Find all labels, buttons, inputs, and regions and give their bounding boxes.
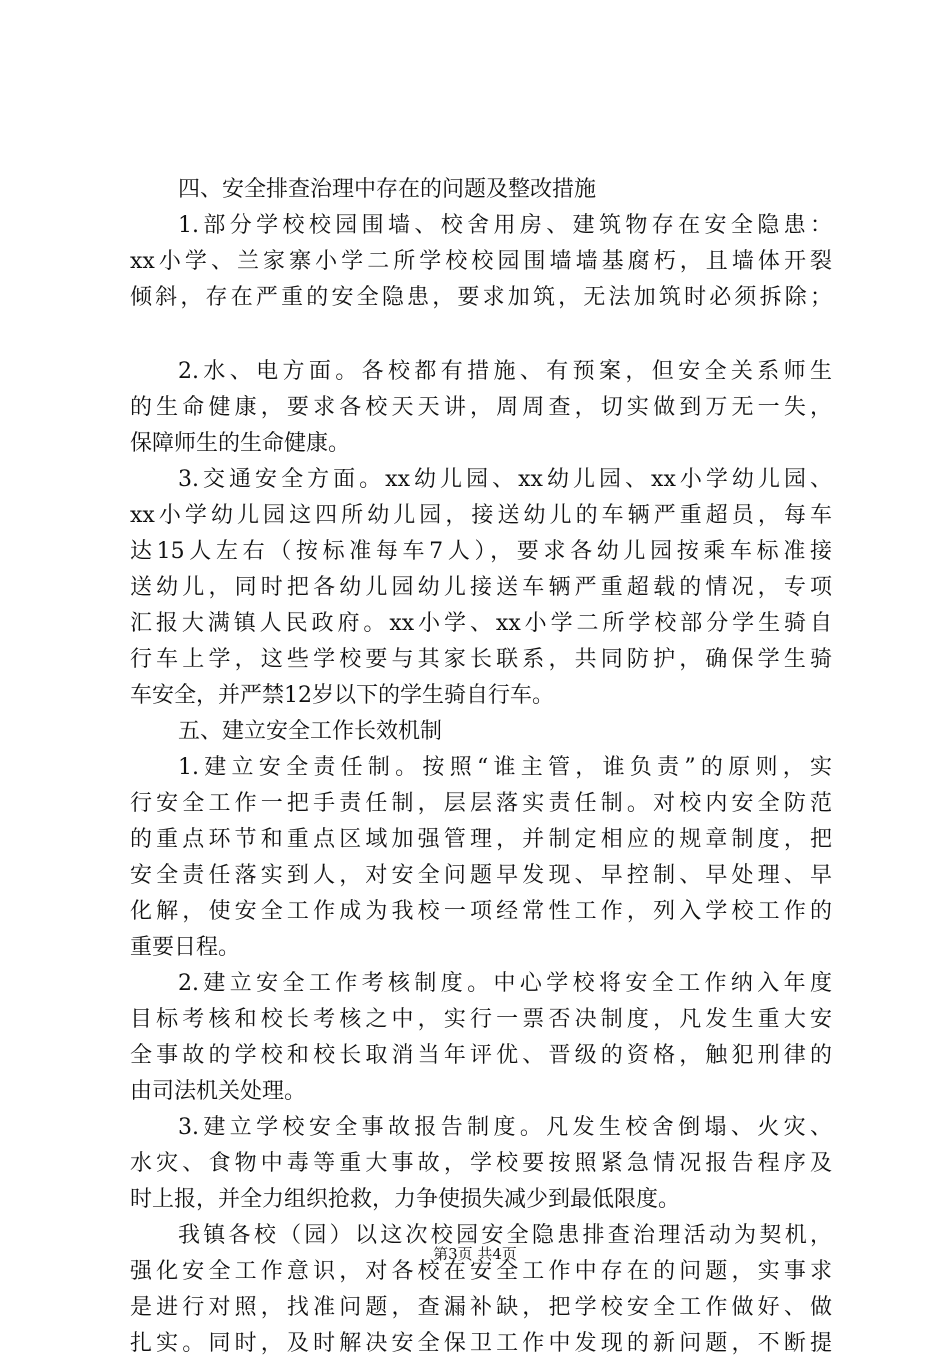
text-line: 水灾、食物中毒等重大事故，学校要按照紧急情况报告程序及 <box>130 1151 832 1176</box>
page-footer: 第3页 共4页 <box>433 1245 517 1263</box>
text-line: 的生命健康，要求各校天天讲，周周查，切实做到万无一失， <box>130 395 832 420</box>
text-line: 五、建立安全工作长效机制 <box>178 719 443 744</box>
text-line: 3.交通安全方面。xx幼儿园、xx幼儿园、xx小学幼儿园、 <box>178 467 832 492</box>
text-line: 安全责任落实到人，对安全问题早发现、早控制、早处理、早 <box>130 863 832 888</box>
text-line: 3.建立学校安全事故报告制度。凡发生校舍倒塌、火灾、 <box>178 1115 832 1140</box>
document-body <box>130 172 832 1362</box>
text-line: 扎实。同时，及时解决安全保卫工作中发现的新问题，不断提 <box>130 1331 832 1356</box>
text-line: xx小学、兰家寨小学二所学校校园围墙墙基腐朽，且墙体开裂 <box>130 249 832 274</box>
text-line: 车安全，并严禁12岁以下的学生骑自行车。 <box>130 683 554 708</box>
text-line: 行车上学，这些学校要与其家长联系，共同防护，确保学生骑 <box>130 647 832 672</box>
text-line: 是进行对照，找准问题，查漏补缺，把学校安全工作做好、做 <box>130 1295 832 1320</box>
text-line: 1.建立安全责任制。按照“谁主管，谁负责”的原则，实 <box>178 755 832 780</box>
text-line: xx小学幼儿园这四所幼儿园，接送幼儿的车辆严重超员，每车 <box>130 503 832 528</box>
text-line: 的重点环节和重点区域加强管理，并制定相应的规章制度，把 <box>130 827 832 852</box>
text-line: 四、安全排查治理中存在的问题及整改措施 <box>178 177 597 202</box>
text-line: 汇报大满镇人民政府。xx小学、xx小学二所学校部分学生骑自 <box>130 611 832 636</box>
text-line: 化解，使安全工作成为我校一项经常性工作，列入学校工作的 <box>130 899 832 924</box>
text-line: 2.建立安全工作考核制度。中心学校将安全工作纳入年度 <box>178 971 832 996</box>
text-line: 我镇各校（园）以这次校园安全隐患排查治理活动为契机， <box>178 1223 832 1248</box>
text-line: 达15人左右（按标准每车7人），要求各幼儿园按乘车标准接 <box>130 539 832 564</box>
text-line: 目标考核和校长考核之中，实行一票否决制度，凡发生重大安 <box>130 1007 832 1032</box>
text-line: 2.水、电方面。各校都有措施、有预案，但安全关系师生 <box>178 359 832 384</box>
text-line: 倾斜，存在严重的安全隐患，要求加筑，无法加筑时必须拆除； <box>130 285 832 310</box>
text-line: 由司法机关处理。 <box>130 1079 307 1104</box>
text-line: 时上报，并全力组织抢救，力争使损失减少到最低限度。 <box>130 1187 681 1212</box>
text-line: 全事故的学校和校长取消当年评优、晋级的资格，触犯刑律的 <box>130 1043 832 1068</box>
text-line: 送幼儿，同时把各幼儿园幼儿接送车辆严重超载的情况，专项 <box>130 575 832 600</box>
text-line: 行安全工作一把手责任制，层层落实责任制。对校内安全防范 <box>130 791 832 816</box>
text-line: 重要日程。 <box>130 935 241 960</box>
text-line: 强化安全工作意识，对各校在安全工作中存在的问题，实事求 <box>130 1259 832 1284</box>
text-line: 1.部分学校校园围墙、校舍用房、建筑物存在安全隐患： <box>178 213 832 238</box>
text-line: 保障师生的生命健康。 <box>130 431 351 456</box>
